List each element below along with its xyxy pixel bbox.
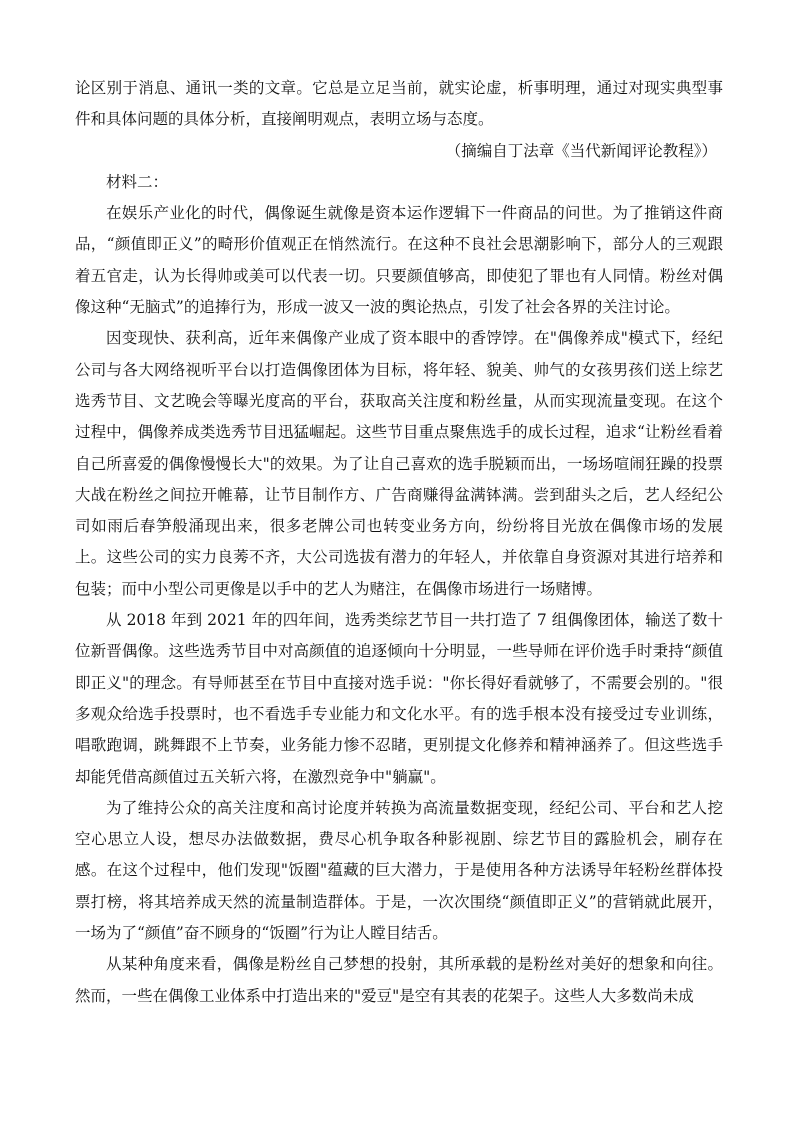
document-page (75, 73, 723, 1012)
body-paragraph-5: 从某种角度来看，偶像是粉丝自己梦想的投射，其所承载的是粉丝对美好的想象和向往。然而，一些在偶像工业体系中打造出来的"爱豆"是空有其表的花架子。这些人大多数尚未成 (75, 955, 723, 1005)
body-paragraph-2: 因变现快、获利高，近年来偶像产业成了资本眼中的香饽饽。在"偶像养成"模式下，经纪公司与各大网络视听平台以打造偶像团体为目标，将年轻、貌美、帅气的女孩男孩们送上综艺选秀节目、文艺晚会等曝光度高的平台，获取高关注度和粉丝量，从而实现流量变现。在这个过程中，偶像养成类选秀节目迅猛崛起。这些节目重点聚焦选手的成长过程，追求“让粉丝看着自己所喜爱的偶像慢慢长大"的效果。为了让自己喜欢的选手脱颖而出，一场场喧闹狂躁的投票大战在粉丝之间拉开帷幕，让节目制作方、广告商赚得盆满钵满。尝到甜头之后，艺人经纪公司如雨后春笋般涌现出来，很多老牌公司也转变业务方向，纷纷将目光放在偶像市场的发展上。这些公司的实力良莠不齐，大公司选拔有潜力的年轻人，并依靠自身资源对其进行培养和包装；而中小型公司更像是以手中的艺人为赌注，在偶像市场进行一场赌博。 (75, 329, 723, 598)
intro-paragraph: 论区别于消息、通讯一类的文章。它总是立足当前，就实论虚，析事明理，通过对现实典型事件和具体问题的具体分析，直接阐明观点，表明立场与态度。 (75, 79, 723, 129)
body-paragraph-3: 从 2018 年到 2021 年的四年间，选秀类综艺节目一共打造了 7 组偶像团体，输送了数十位新晋偶像。这些选秀节目中对高颜值的追逐倾向十分明显，一些导师在评价选手时秉持“颜值即正义"的理念。有导师甚至在节目中直接对选手说："你长得好看就够了，不需要会别的。"很多观众给选手投票时，也不看选手专业能力和文化水平。有的选手根本没有接受过专业训练，唱歌跑调，跳舞跟不上节奏，业务能力惨不忍睹，更别提文化修养和精神涵养了。但这些选手却能凭借高颜值过五关斩六将，在激烈竞争中"躺赢"。 (75, 611, 723, 786)
material-heading: 材料二： (106, 172, 169, 191)
body-paragraph-4: 为了维持公众的高关注度和高讨论度并转换为高流量数据变现，经纪公司、平台和艺人挖空心思立人设，想尽办法做数据，费尽心机争取各种影视剧、综艺节目的露脸机会，刷存在感。在这个过程中，他们发现"饭圈"蕴藏的巨大潜力，于是使用各种方法诱导年轻粉丝群体投票打榜，将其培养成天然的流量制造群体。于是，一次次围绕“颜值即正义”的营销就此展开，一场为了“颜值”奋不顾身的“饭圈”行为让人瞠目结舌。 (75, 798, 723, 943)
body-paragraph-1: 在娱乐产业化的时代，偶像诞生就像是资本运作逻辑下一件商品的问世。为了推销这件商品，“颜值即正义”的畸形价值观正在悄然流行。在这种不良社会思潮影响下，部分人的三观跟着五官走，认为长得帅或美可以代表一切。只要颜值够高，即使犯了罪也有人同情。粉丝对偶像这种“无脑式”的追捧行为，形成一波又一波的舆论热点，引发了社会各界的关注讨论。 (75, 204, 723, 317)
source-citation: （摘编自丁法章《当代新闻评论教程》） (445, 141, 717, 160)
